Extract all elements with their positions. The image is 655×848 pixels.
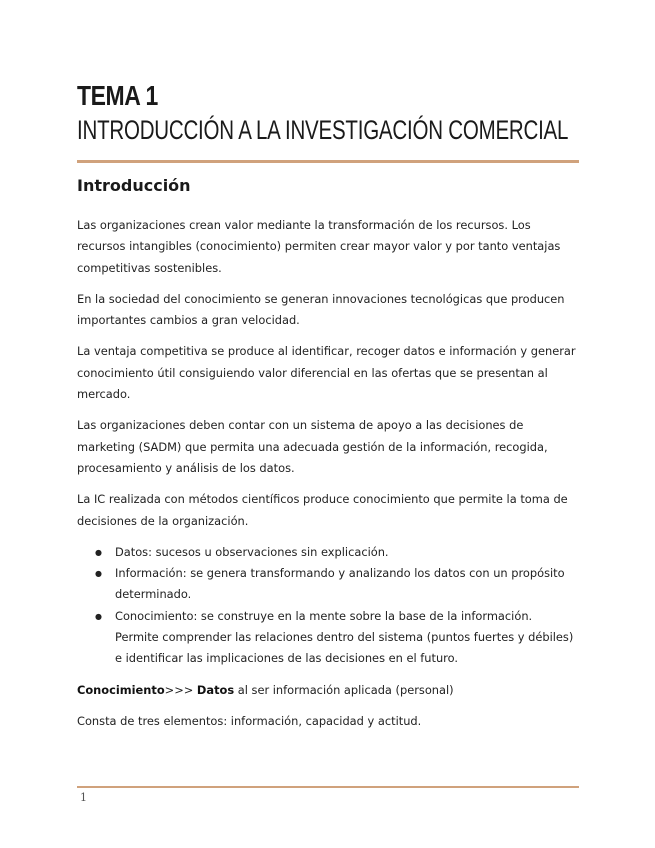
- paragraph-3: La ventaja competitiva se produce al identificar, recoger datos e información y generar conocimiento útil consiguiendo valor diferencial en las ofertas que se presentan al mercado.: [77, 344, 576, 402]
- body-text: [77, 215, 577, 742]
- list-item: ● Información: se genera transformando y analizando los datos con un propósito determinado.: [115, 563, 577, 606]
- hierarchy-rest: al ser información aplicada (personal): [237, 682, 454, 697]
- hierarchy-arrows: >>>: [164, 682, 194, 697]
- chapter-title: INTRODUCCIÓN A LA INVESTIGACIÓN COMERCIAL: [77, 115, 569, 145]
- hierarchy-line: [77, 680, 577, 701]
- paragraph-5: La IC realizada con métodos científicos produce conocimiento que permite la toma de decisiones de la organización.: [77, 492, 568, 528]
- bullet-list: [77, 542, 577, 670]
- document-page: [77, 0, 579, 848]
- paragraph-4: Las organizaciones deben contar con un sistema de apoyo a las decisiones de marketing (SADM) que permita una adecuada gestión de la información, recogida, procesamiento y análisis de los datos.: [77, 418, 548, 475]
- page-number: 1: [80, 791, 87, 804]
- section-heading: Introducción: [77, 176, 191, 195]
- closing-paragraph: Consta de tres elementos: información, capacidad y actitud.: [77, 713, 422, 728]
- paragraph-1: Las organizaciones crean valor mediante la transformación de los recursos. Los recursos intangibles (conocimiento) permiten crear mayor valor y por tanto ventajas competitivas sostenibles.: [77, 218, 561, 275]
- chapter-number: TEMA 1: [77, 80, 158, 111]
- title-divider: [77, 160, 579, 163]
- list-item: ● Datos: sucesos u observaciones sin explicación.: [115, 542, 577, 563]
- list-item: ● Conocimiento: se construye en la mente sobre la base de la información. Permite comprender las relaciones dentro del sistema (puntos fuertes y débiles) e identificar las implicaciones de las decisiones en el futuro.: [115, 606, 577, 670]
- hierarchy-term-knowledge: Conocimiento: [77, 682, 165, 697]
- paragraph-2: En la sociedad del conocimiento se generan innovaciones tecnológicas que producen importantes cambios a gran velocidad.: [77, 291, 565, 328]
- footer-divider: [77, 786, 579, 788]
- hierarchy-term-data: Datos: [196, 682, 235, 697]
